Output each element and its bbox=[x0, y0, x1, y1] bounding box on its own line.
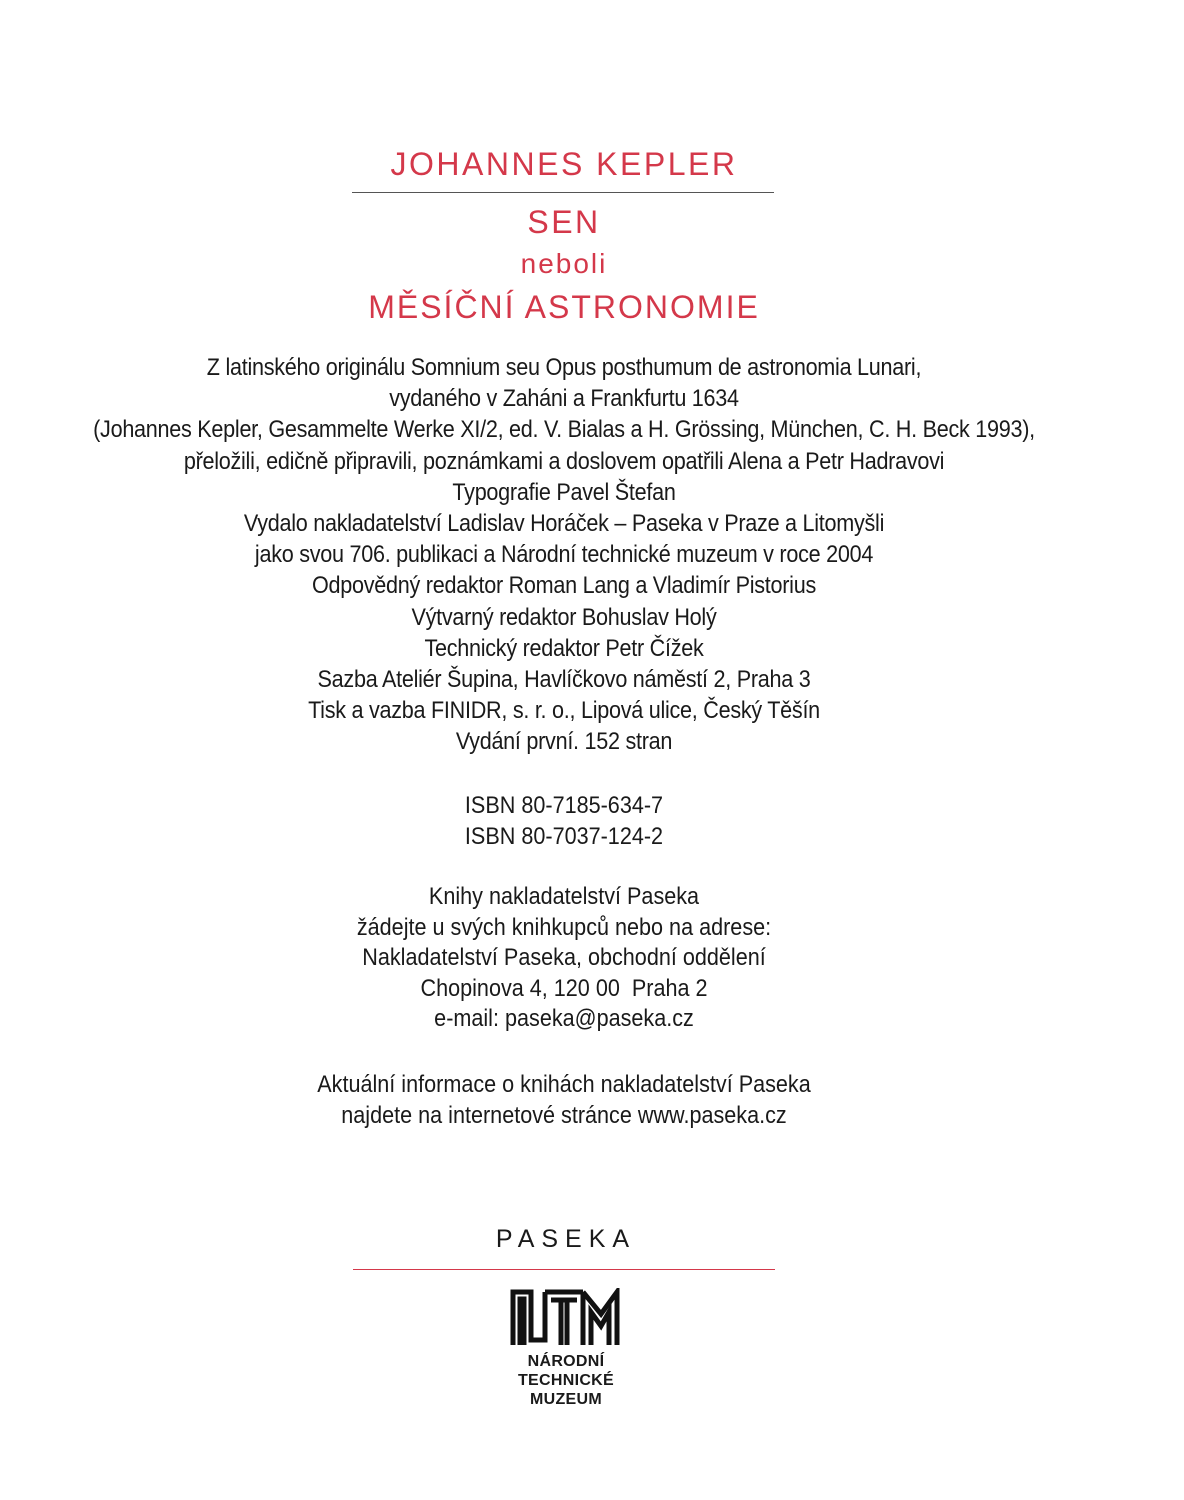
isbn-line: ISBN 80-7037-124-2 bbox=[464, 823, 664, 850]
book-title: SEN bbox=[527, 204, 601, 240]
ntm-logo-icon bbox=[509, 1288, 621, 1348]
colophon-line: Odpovědný redaktor Roman Lang a Vladimír Pistorius bbox=[312, 572, 816, 600]
isbn-line: ISBN 80-7185-634-7 bbox=[464, 792, 664, 819]
museum-name-line: NÁRODNÍ bbox=[527, 1353, 605, 1370]
top-divider bbox=[352, 192, 774, 193]
publisher-name: PASEKA bbox=[495, 1225, 637, 1253]
author-name: JOHANNES KEPLER bbox=[390, 146, 738, 182]
address-line: Nakladatelství Paseka, obchodní oddělení bbox=[362, 944, 766, 971]
museum-name bbox=[0, 1352, 1132, 1409]
colophon-line: Tisk a vazba FINIDR, s. r. o., Lipová ulice, Český Těšín bbox=[308, 697, 820, 725]
colophon-line: přeložili, edičně připravili, poznámkami a doslovem opatřili Alena a Petr Hadravovi bbox=[183, 447, 945, 475]
address-line: Knihy nakladatelství Paseka bbox=[428, 883, 700, 910]
title-conjunction: neboli bbox=[520, 248, 608, 279]
title-block bbox=[0, 202, 1128, 328]
colophon-line: Technický redaktor Petr Čížek bbox=[424, 634, 704, 662]
colophon-line: Z latinského originálu Somnium seu Opus posthumum de astronomia Lunari, bbox=[206, 354, 922, 381]
address-block bbox=[56, 882, 1071, 1035]
colophon-line: Sazba Ateliér Šupina, Havlíčkovo náměstí 2, Praha 3 bbox=[317, 666, 811, 694]
address-line: žádejte u svých knihkupců nebo na adrese: bbox=[356, 913, 772, 941]
colophon-line: vydaného v Zaháni a Frankfurtu 1634 bbox=[389, 385, 739, 413]
book-subtitle: MĚSÍČNÍ ASTRONOMIE bbox=[368, 289, 760, 325]
website-line: najdete na internetové stránce www.paseka.cz bbox=[341, 1102, 787, 1129]
email-line: e-mail: paseka@paseka.cz bbox=[434, 1005, 694, 1032]
info-line: Aktuální informace o knihách nakladatelství Paseka bbox=[317, 1071, 811, 1098]
colophon-line: Výtvarný redaktor Bohuslav Holý bbox=[411, 603, 717, 631]
isbn-block bbox=[56, 790, 1071, 852]
bottom-divider bbox=[353, 1269, 775, 1270]
colophon-text bbox=[56, 352, 1071, 758]
colophon-line: Vydání první. 152 stran bbox=[455, 728, 673, 756]
colophon-line: (Johannes Kepler, Gesammelte Werke XI/2, ed. V. Bialas a H. Grössing, München, C. H. Beck 1993), bbox=[93, 416, 1035, 444]
colophon-line: Vydalo nakladatelství Ladislav Horáček – Paseka v Praze a Litomyšli bbox=[243, 510, 885, 538]
museum-name-line: TECHNICKÉ bbox=[517, 1372, 615, 1389]
colophon-line: jako svou 706. publikaci a Národní technické muzeum v roce 2004 bbox=[254, 541, 874, 569]
colophon-line: Typografie Pavel Štefan bbox=[452, 478, 676, 506]
address-line: Chopinova 4, 120 00 Praha 2 bbox=[420, 974, 708, 1002]
museum-name-line: MUZEUM bbox=[529, 1391, 602, 1408]
info-block bbox=[56, 1069, 1071, 1131]
